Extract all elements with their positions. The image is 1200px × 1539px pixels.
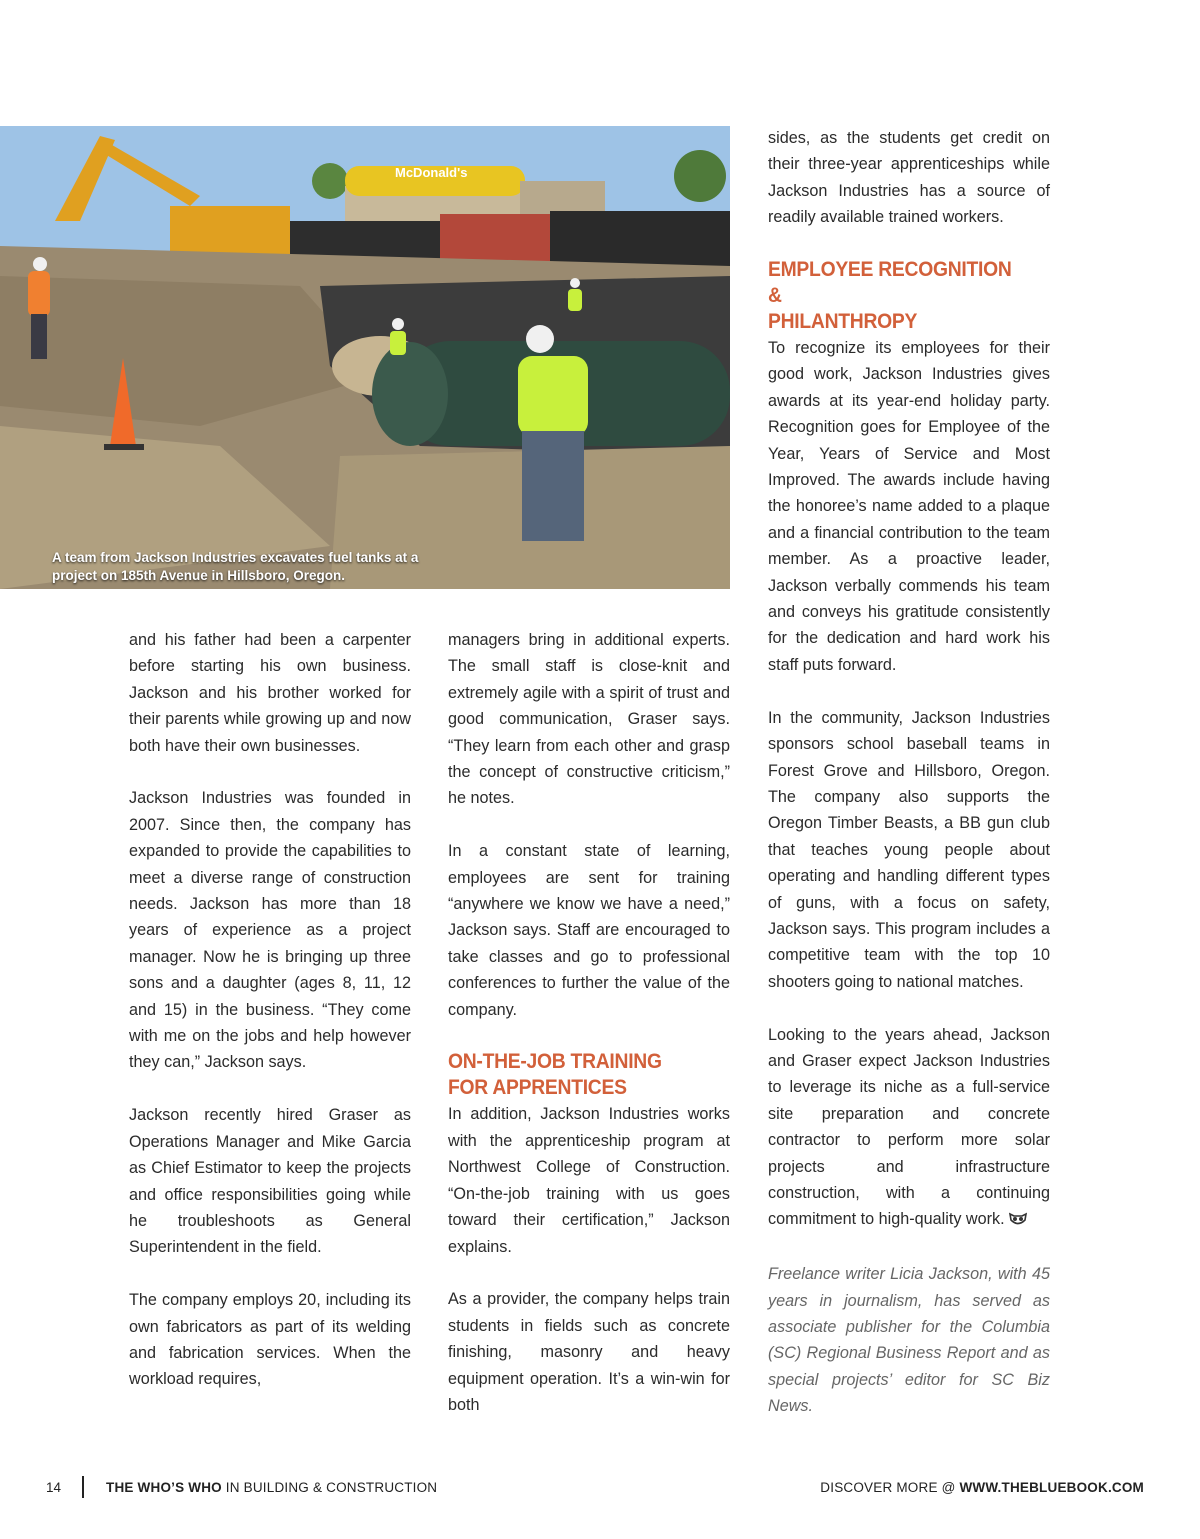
page-footer <box>0 1476 1200 1500</box>
construction-photo <box>0 126 730 589</box>
paragraph: As a provider, the company helps train students in fields such as concrete finishing, masonry and heavy equipment operation. It’s a win-win for both <box>448 1290 730 1414</box>
publication-title-bold: THE WHO’S WHO <box>106 1480 222 1495</box>
paragraph: Jackson recently hired Graser as Operations Manager and Mike Garcia as Chief Estimator to keep the projects and office responsibilities going while he troubleshoots as General Superintendent in the field. <box>129 1106 411 1257</box>
closing-paragraph <box>768 1022 1050 1235</box>
heading-line: PHILANTHROPY <box>768 310 918 334</box>
footer-divider <box>82 1476 84 1498</box>
publication-title-rest: IN BUILDING & CONSTRUCTION <box>221 1480 438 1495</box>
paragraph: Jackson Industries was founded in 2007. Since then, the company has expanded to provide the capabilities to meet a diverse range of construction needs. Jackson has more than 18 years of experience as a project manager. Now he is bringing up three sons and a daughter (ages 8, 11, 12 and 15) in the business. “They come with me on the jobs and help however they can,” Jackson says. <box>129 789 411 1072</box>
article-column-3 <box>768 125 1050 1446</box>
article-column-1 <box>129 627 411 1419</box>
paragraph: In a constant state of learning, employees are sent for training “anywhere we know we have a need,” Jackson says. Staff are encouraged to take classes and go to professional conferences to further the value of the company. <box>448 842 730 1019</box>
discover-more-label: DISCOVER MORE @ <box>820 1480 960 1495</box>
owl-icon <box>1009 1208 1027 1234</box>
section-heading-training <box>448 1049 707 1101</box>
heading-line: FOR APPRENTICES <box>448 1076 627 1100</box>
paragraph: In addition, Jackson Industries works with the apprenticeship program at Northwest College of Construction. “On-the-job training with us goes toward their certification,” Jackson explains. <box>448 1105 730 1256</box>
construction-scene <box>0 126 730 589</box>
article-column-2 <box>448 627 730 1445</box>
paragraph: managers bring in additional experts. The small staff is close-knit and extremely agile with a spirit of trust and good communication, Graser says. “They learn from each other and grasp the concept of constructive criticism,” he notes. <box>448 631 730 808</box>
photo-caption: A team from Jackson Industries excavates fuel tanks at a project on 185th Avenue in Hillsboro, Oregon. <box>52 550 419 583</box>
website-link[interactable]: WWW.THEBLUEBOOK.COM <box>959 1480 1144 1495</box>
paragraph: sides, as the students get credit on their three-year apprenticeships while Jackson Industries has a source of readily available trained workers. <box>768 129 1050 227</box>
heading-line: EMPLOYEE RECOGNITION & <box>768 258 1012 308</box>
paragraph: To recognize its employees for their good work, Jackson Industries gives awards at its year-end holiday party. Recognition goes for Employee of the Year, Years of Service and Most Improved. The awards include having the honoree’s name added to a plaque and a financial contribution to the team member. As a proactive leader, Jackson verbally commends his team and conveys his gratitude consistently for the dedication and hard work his staff puts forward. <box>768 339 1050 674</box>
discover-more <box>820 1480 1144 1495</box>
section-heading-recognition <box>768 257 1027 335</box>
paragraph: and his father had been a carpenter before starting his own business. Jackson and his brother worked for their parents while growing up and now both have their own businesses. <box>129 631 411 755</box>
heading-line: ON-THE-JOB TRAINING <box>448 1050 662 1074</box>
paragraph: The company employs 20, including its own fabricators as part of its welding and fabrication services. When the workload requires, <box>129 1291 411 1389</box>
sign-text: McDonald's <box>395 165 468 180</box>
paragraph: In the community, Jackson Industries sponsors school baseball teams in Forest Grove and Hillsboro, Oregon. The company also supports the Oregon Timber Beasts, a BB gun club that teaches young people about operating and handling different types of guns, with a focus on safety, Jackson says. This program includes a competitive team with the top 10 shooters going to national matches. <box>768 708 1050 991</box>
publication-title <box>106 1480 437 1495</box>
page-number: 14 <box>46 1480 62 1495</box>
paragraph-text: Looking to the years ahead, Jackson and Graser expect Jackson Industries to leverage its niche as a full-service site preparation and concrete contractor to perform more solar projects and infrastructure construction, with a continuing commitment to high-quality work. <box>768 1025 1050 1229</box>
author-bio: Freelance writer Licia Jackson, with 45 years in journalism, has served as associate publisher for the Columbia (SC) Regional Business Report and as special projects’ editor for SC Biz News. <box>768 1265 1050 1416</box>
